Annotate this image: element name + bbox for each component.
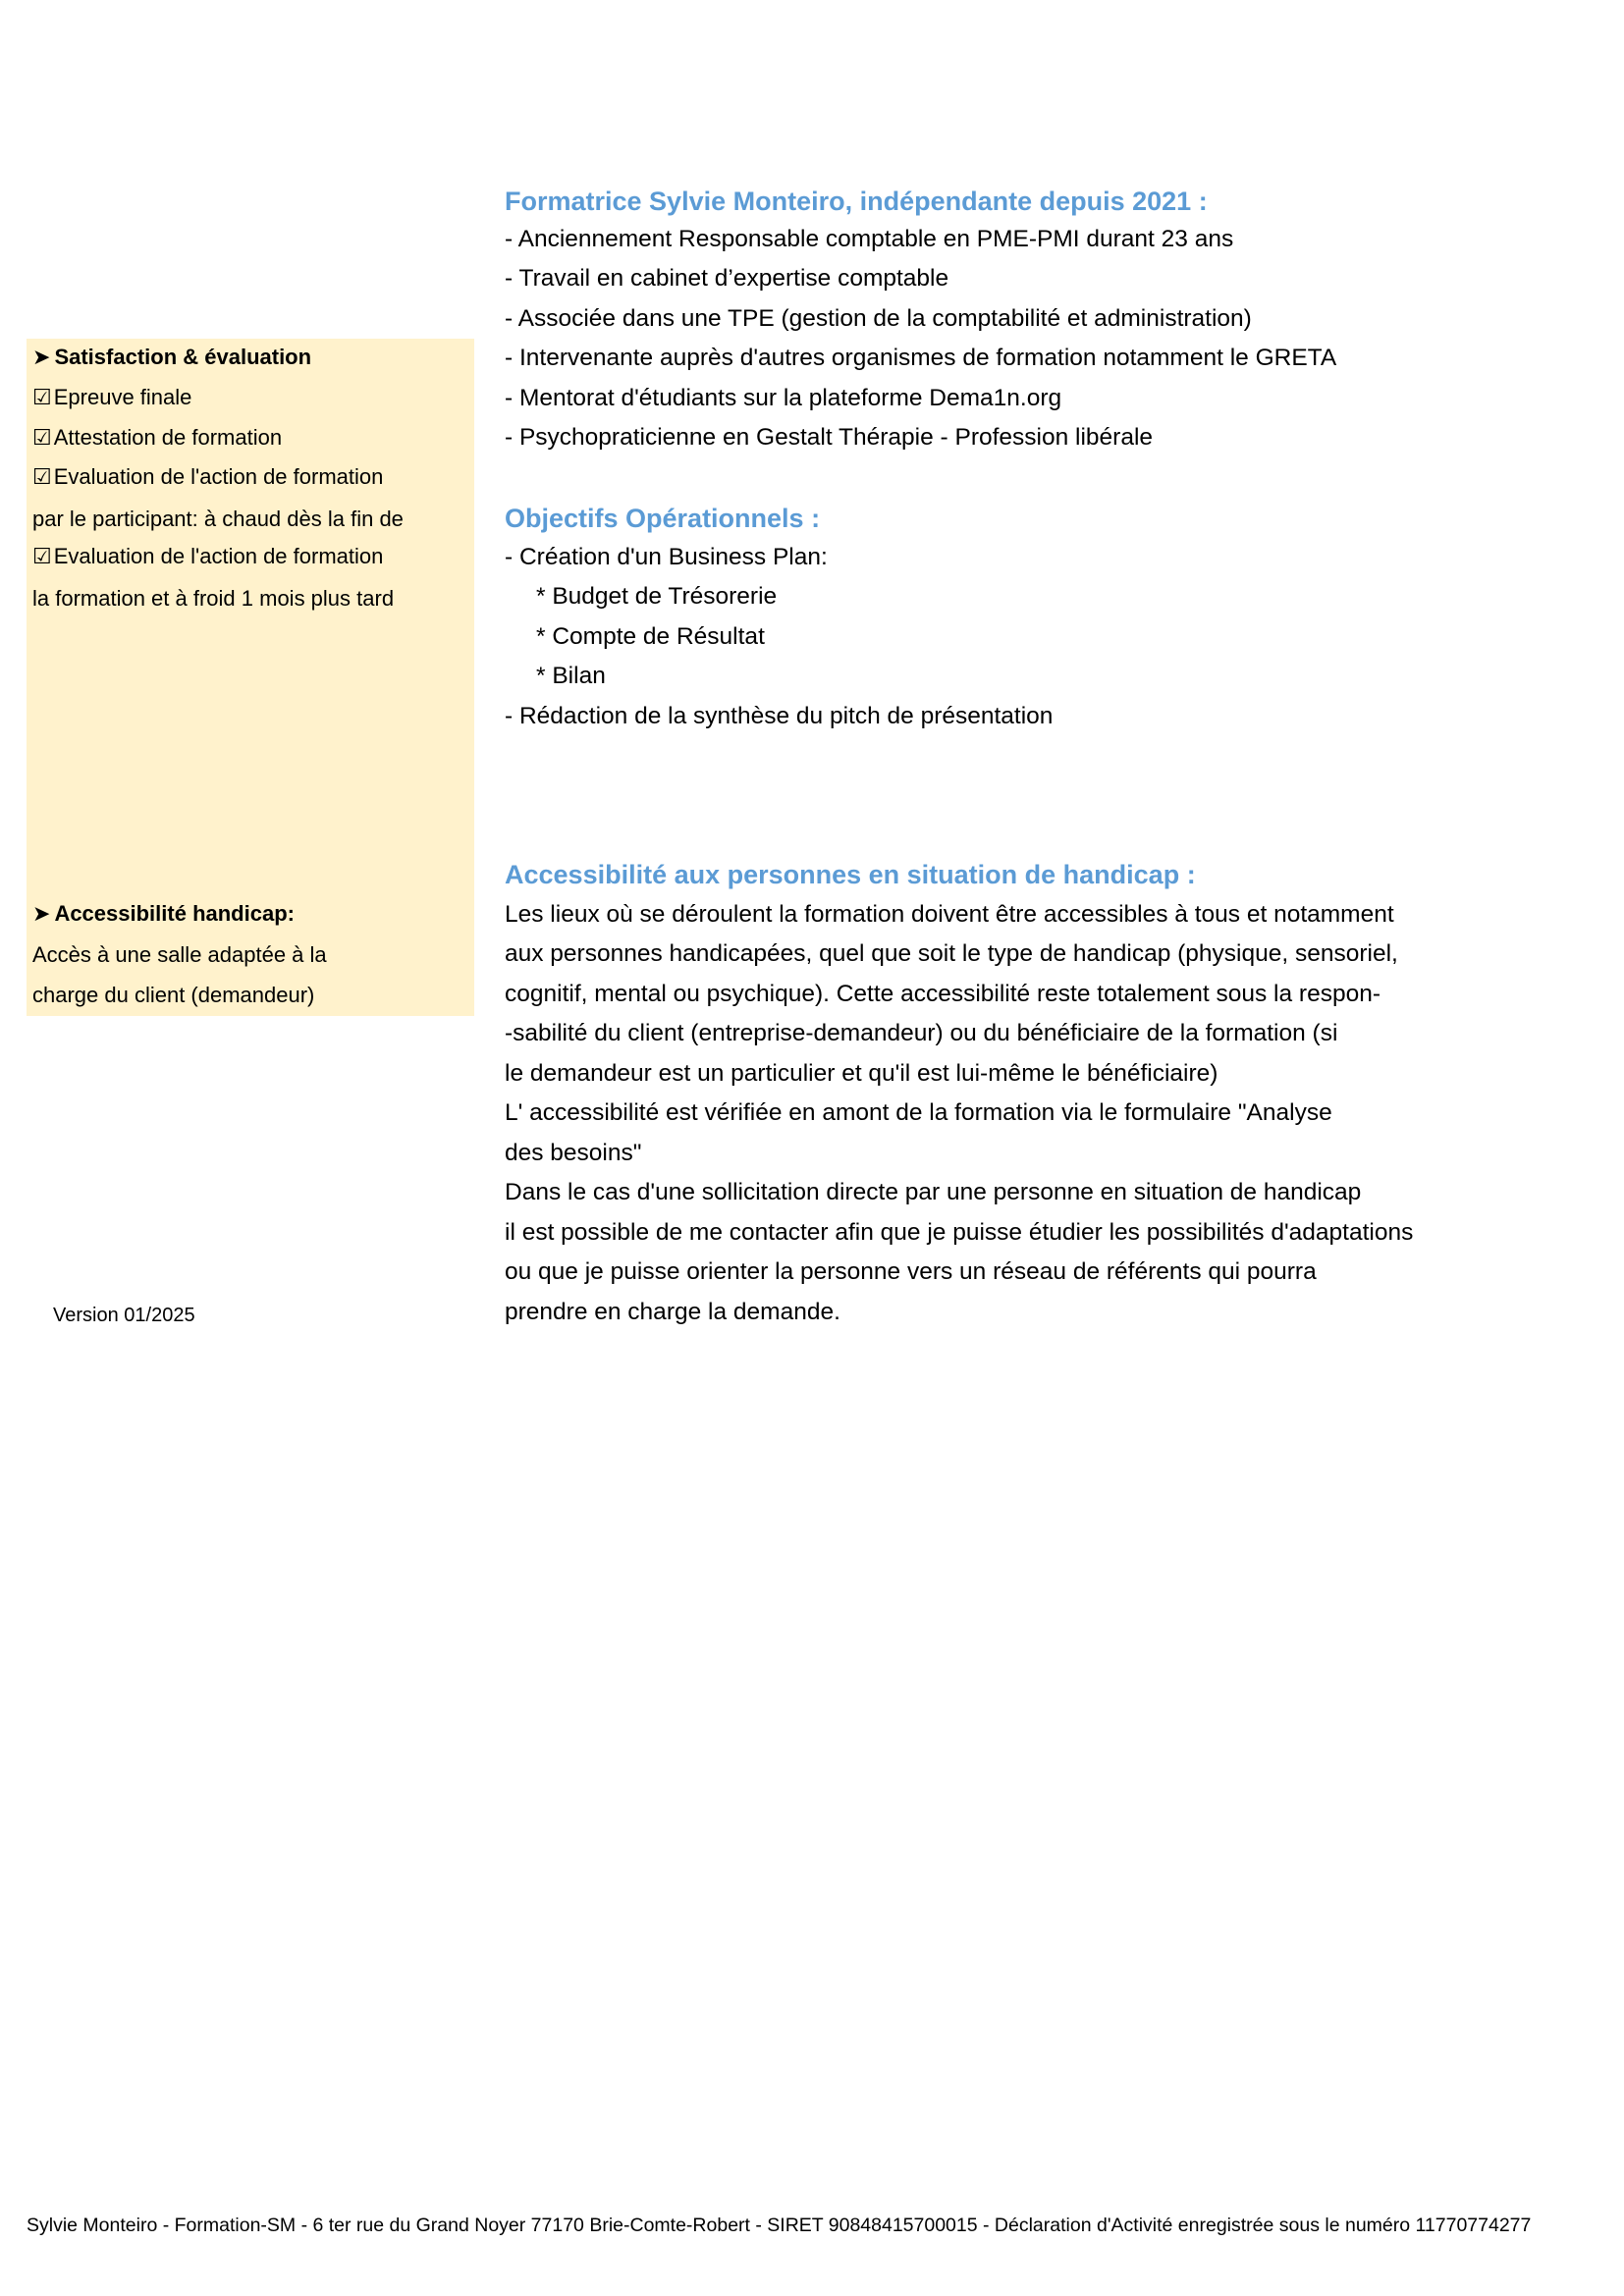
arrow-bullet-icon: ➤ xyxy=(32,345,51,369)
handicap-paragraph-line: ou que je puisse orienter la personne vers un réseau de référents qui pourra xyxy=(505,1258,1317,1285)
handicap-paragraph-line: le demandeur est un particulier et qu'il est lui-même le bénéficiaire) xyxy=(505,1060,1218,1087)
satisfaction-title: ➤ Satisfaction & évaluation xyxy=(32,345,312,369)
handicap-paragraph-line: -sabilité du client (entreprise-demandeur) ou du bénéficiaire de la formation (si xyxy=(505,1020,1338,1046)
trainer-item: - Associée dans une TPE (gestion de la comptabilité et administration) xyxy=(505,305,1252,332)
objectives-subitem: * Budget de Trésorerie xyxy=(536,583,778,610)
checkbox-checked-icon: ☑ xyxy=(32,544,52,568)
checkbox-checked-icon: ☑ xyxy=(32,385,52,409)
objectives-subitem: * Compte de Résultat xyxy=(536,623,765,650)
sidebar-text: Accès à une salle adaptée à la xyxy=(32,942,327,967)
handicap-paragraph-line: cognitif, mental ou psychique). Cette accessibilité reste totalement sous la respon- xyxy=(505,981,1380,1007)
trainer-item: - Mentorat d'étudiants sur la plateforme Dema1n.org xyxy=(505,385,1062,411)
trainer-item: - Travail en cabinet d’expertise comptable xyxy=(505,265,949,292)
handicap-paragraph-line: Les lieux où se déroulent la formation doivent être accessibles à tous et notamment xyxy=(505,901,1394,928)
version-label: Version 01/2025 xyxy=(53,1305,195,1326)
handicap-paragraph-line: prendre en charge la demande. xyxy=(505,1299,840,1325)
trainer-item: - Psychopraticienne en Gestalt Thérapie - Profession libérale xyxy=(505,424,1154,451)
handicap-paragraph-line: Dans le cas d'une sollicitation directe par une personne en situation de handicap xyxy=(505,1179,1362,1205)
sidebar-list-item: ☑Evaluation de l'action de formation xyxy=(32,544,384,568)
handicap-paragraph-line: il est possible de me contacter afin que je puisse étudier les possibilités d'adaptations xyxy=(505,1219,1414,1246)
sidebar-list-item: la formation et à froid 1 mois plus tard xyxy=(32,586,395,611)
objectives-item: - Création d'un Business Plan: xyxy=(505,544,828,570)
checkbox-checked-icon: ☑ xyxy=(32,425,52,450)
trainer-item: - Anciennement Responsable comptable en PME-PMI durant 23 ans xyxy=(505,226,1234,252)
sidebar-list-item: par le participant: à chaud dès la fin de xyxy=(32,507,404,531)
handicap-heading: Accessibilité aux personnes en situation de handicap : xyxy=(505,860,1196,889)
sidebar-list-item: ☑Evaluation de l'action de formation xyxy=(32,464,384,489)
arrow-bullet-icon: ➤ xyxy=(32,901,51,926)
handicap-paragraph-line: L' accessibilité est vérifiée en amont de la formation via le formulaire "Analyse xyxy=(505,1099,1332,1126)
accessibility-title: ➤ Accessibilité handicap: xyxy=(32,901,295,926)
objectives-subitem: * Bilan xyxy=(536,663,606,689)
objectives-item: - Rédaction de la synthèse du pitch de présentation xyxy=(505,703,1054,729)
page-footer: Sylvie Monteiro - Formation-SM - 6 ter rue du Grand Noyer 77170 Brie-Comte-Robert - SIRET 90848415700015 - Déclaration d'Activité enregistrée sous le numéro 11770774277 xyxy=(27,2215,1532,2236)
checkbox-checked-icon: ☑ xyxy=(32,464,52,489)
trainer-item: - Intervenante auprès d'autres organismes de formation notamment le GRETA xyxy=(505,345,1337,371)
sidebar-list-item: ☑Epreuve finale xyxy=(32,385,192,409)
handicap-paragraph-line: des besoins" xyxy=(505,1140,642,1166)
sidebar-list-item: ☑Attestation de formation xyxy=(32,425,283,450)
trainer-heading: Formatrice Sylvie Monteiro, indépendante depuis 2021 : xyxy=(505,187,1208,216)
handicap-paragraph-line: aux personnes handicapées, quel que soit le type de handicap (physique, sensoriel, xyxy=(505,940,1398,967)
objectives-heading: Objectifs Opérationnels : xyxy=(505,504,821,533)
sidebar-text: charge du client (demandeur) xyxy=(32,983,315,1007)
